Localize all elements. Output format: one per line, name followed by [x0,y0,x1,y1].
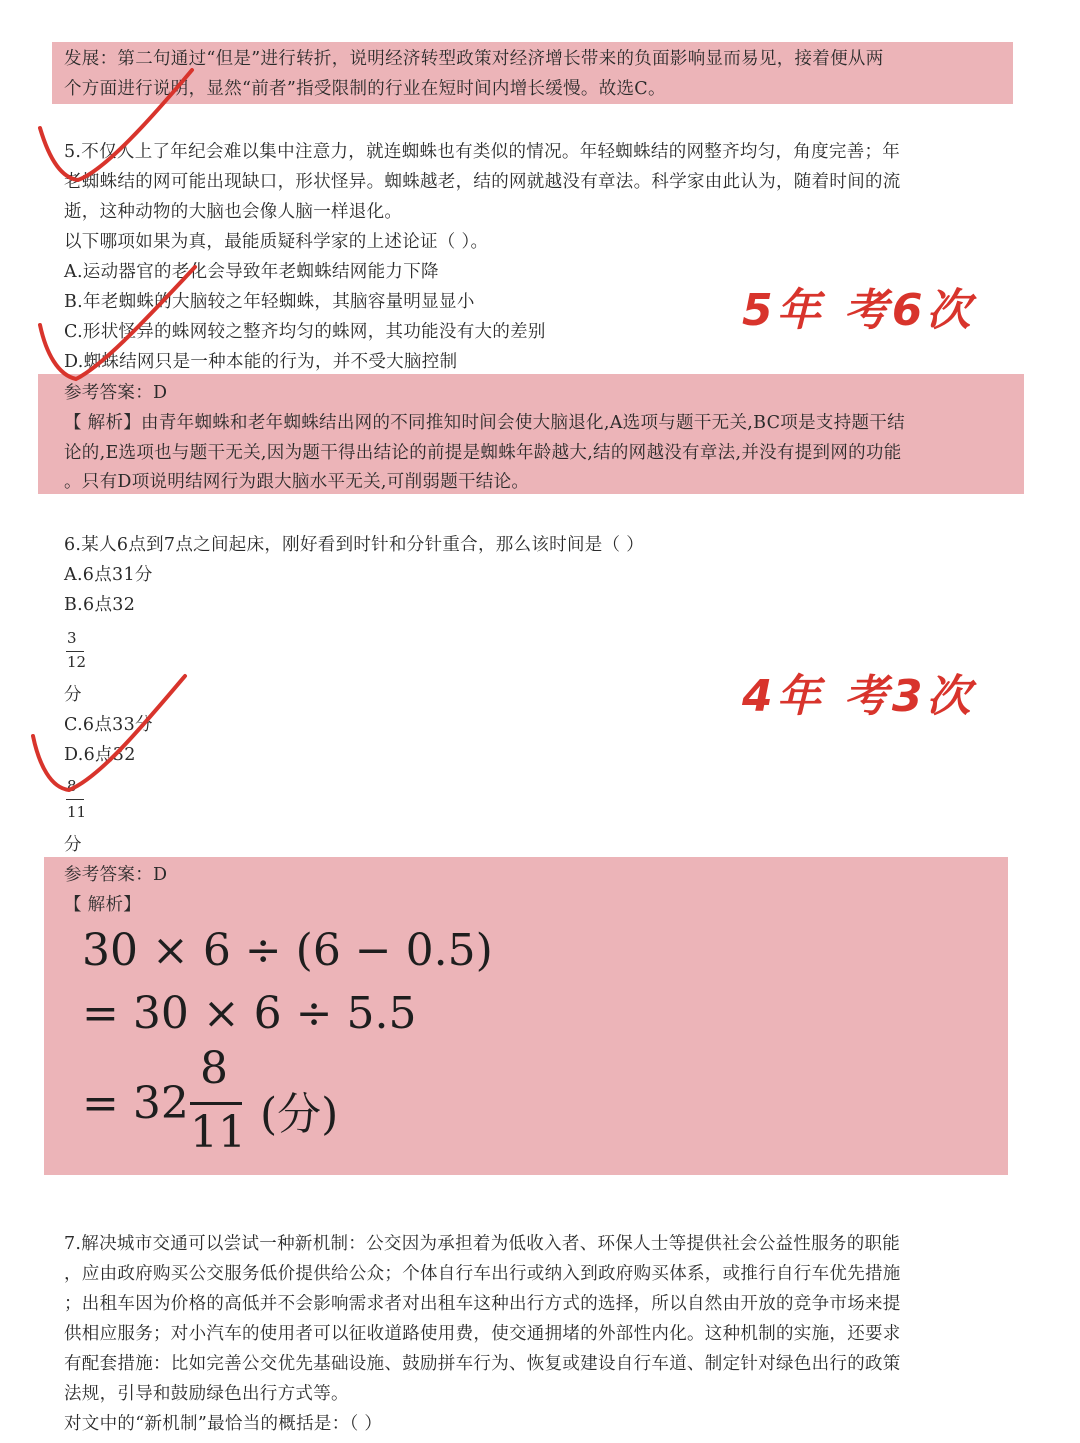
question-7-prompt: 对文中的“新机制”最恰当的概括是：（ ） [64,1414,383,1434]
fraction-numerator: 8 [67,777,77,795]
option-d: D.6点32 [64,745,136,765]
analysis-text-line: 【 解析】由青年蜘蛛和老年蜘蛛结出网的不同推知时间会使大脑退化,A选项与题干无关,BC项是支持题干结 [64,413,905,433]
question-5-stem: 老蜘蛛结的网可能出现缺口，形状怪异。蜘蛛越老，结的网就越没有章法。科学家由此认为，随着时间的流 [64,172,901,192]
math-unit: (分) [260,1089,339,1140]
handwritten-note-frequency: 4年 考3次 [742,671,975,722]
check-mark-icon [25,670,195,800]
analysis-text-line: 。只有D项说明结网行为跟大脑水平无关,可削弱题干结论。 [64,472,530,492]
math-line-3-prefix: = 32 [82,1078,189,1129]
analysis-label: 【 解析】 [64,895,142,915]
question-7-stem: 供相应服务；对小汽车的使用者可以征收道路使用费，使交通拥堵的外部性内化。这种机制的实施，还要求 [64,1324,901,1344]
option-b: B.年老蜘蛛的大脑较之年轻蜘蛛，其脑容量明显显小 [64,292,475,312]
option-c: C.形状怪异的蛛网较之整齐均匀的蛛网，其功能没有大的差别 [64,322,546,342]
fraction-denominator: 11 [67,803,87,821]
math-line-1: 30 × 6 ÷ (6 − 0.5) [82,925,493,976]
question-7-stem: 有配套措施：比如完善公交优先基础设施、鼓励拼车行为、恢复或建设自行车道、制定针对绿色出行的政策 [64,1354,901,1374]
math-line-2: = 30 × 6 ÷ 5.5 [82,988,417,1039]
math-fraction-bar [190,1102,242,1105]
check-mark-icon [30,255,200,390]
fraction-bar [66,651,84,652]
analysis-text-line: 发展：第二句通过“但是”进行转折，说明经济转型政策对经济增长带来的负面影响显而易见，接着便从两 [64,49,884,69]
option-a: A.6点31分 [64,565,153,585]
question-7-stem: 7.解决城市交通可以尝试一种新机制：公交因为承担着为低收入者、环保人士等提供社会公益性服务的职能 [64,1234,901,1254]
question-7-stem: ；出租车因为价格的高低并不会影响需求者对出租车这种出行方式的选择，所以自然由开放的竞争市场来提 [64,1294,901,1314]
check-mark-icon [30,60,200,190]
question-7-stem: 法规，引导和鼓励绿色出行方式等。 [64,1384,349,1404]
answer-label: 参考答案：D [64,865,168,885]
handwritten-note-frequency: 5年 考6次 [742,285,975,336]
option-b: B.6点32 [64,595,136,615]
question-5-stem: 5.不仅人上了年纪会难以集中注意力，就连蜘蛛也有类似的情况。年轻蜘蛛结的网整齐均匀，角度完善；年 [64,142,901,162]
math-fraction-denominator: 11 [190,1107,246,1158]
analysis-text-line: 论的,E选项也与题干无关,因为题干得出结论的前提是蜘蛛年龄越大,结的网越没有章法,并没有提到网的功能 [64,443,902,463]
fraction-numerator: 3 [67,629,77,647]
fraction-unit: 分 [64,685,82,705]
analysis-text-line: 个方面进行说明，显然“前者”指受限制的行业在短时间内增长缓慢。故选C。 [64,79,666,99]
fraction-unit: 分 [64,835,82,855]
question-6-stem: 6.某人6点到7点之间起床，刚好看到时针和分针重合，那么该时间是（ ） [64,535,645,555]
fraction-denominator: 12 [67,653,87,671]
option-c: C.6点33分 [64,715,153,735]
math-fraction-numerator: 8 [200,1043,228,1094]
question-5-prompt: 以下哪项如果为真，最能质疑科学家的上述论证（ ）。 [64,232,489,252]
option-a: A.运动器官的老化会导致年老蜘蛛结网能力下降 [64,262,439,282]
option-d: D.蜘蛛结网只是一种本能的行为，并不受大脑控制 [64,352,458,372]
question-7-stem: ，应由政府购买公交服务低价提供给公众；个体自行车出行或纳入到政府购买体系，或推行自行车优先措施 [64,1264,901,1284]
question-5-stem: 逝，这种动物的大脑也会像人脑一样退化。 [64,202,403,222]
answer-label: 参考答案：D [64,383,168,403]
